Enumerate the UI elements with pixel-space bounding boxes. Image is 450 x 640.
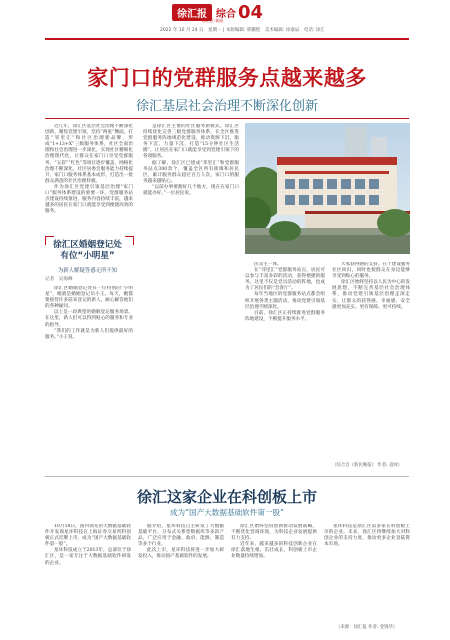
paragraph: 星环科技成立于2013年，总部位于徐汇区，是一家专注于大数据基础软件研发的企业。 [45, 548, 131, 566]
paragraph: 10月18日，国内领先的大数据基础软件开发商星环科技在上海证券交易所科创板正式挂牌上市，成为“国产大数据基础软件第一股”。 [45, 524, 131, 548]
paragraph: 大家获得感的支持。在于建设服务社区回归，同时也使群众在身边能够享受到贴心的服务。 [332, 262, 410, 280]
paragraph: 此次上市，星环科技将进一步加大研发投入，推动国产基础软件的发展。 [138, 548, 224, 560]
masthead [0, 0, 450, 42]
article-column-3 [245, 262, 325, 470]
paragraph: 是徐汇区主要的社区服务新模式。徐汇区持续优化完善三级党群服务体系，在全区推进党群服务阵地规范化建设，推动资源下沉、服务下沉、力量下沉，打造“15分钟社区生活圈”，让居民在家门口就能享受到党建引领下的各项服务。 [143, 124, 239, 160]
paragraph: 以上是一段典型的婚姻登记服务场景。在这里，新人们可以得到贴心的服务和专业的指导。 [45, 310, 133, 328]
article-column-2 [143, 124, 239, 470]
article-column-4 [332, 262, 410, 458]
paragraph: 近几年，徐汇区基层社会治理不断深化创新，聚焦党建引领，坚持“两张”侧面，打造“邻里汇”和社区治理新品牌，形成“1+13+X”三级服务体系，社区全面治理和社会治理进一步深化，实现社区精细化治理现代化，让群众在家门口享受党群服务，“五彩”“红色”等项目逐步覆盖，网格化治理不断深化，社区居委会服务能力持续提升，家门口服务体系基本成形，打造出一批群众满意的社区治理样板。 [45, 124, 133, 184]
building-photo [245, 123, 410, 254]
article-subheadline: 徐汇基层社会治理不断深化创新 [135, 99, 318, 114]
sidebar-title [45, 240, 130, 262]
headline-divider [45, 118, 409, 119]
masthead-rule [45, 38, 409, 40]
sidebar-byline: 记者 吴海峰 [45, 277, 73, 282]
sidebar-subtitle: 为新人解疑答惑无所不知 [57, 268, 118, 274]
sidebar-body [45, 286, 133, 470]
article-photo [245, 123, 410, 254]
section-name: 综合 [216, 9, 236, 20]
paper-subtitle: 徐汇区·新闻 [202, 18, 224, 23]
article-credit: （综合自《新民晚报》 作者: 袁咏） [332, 463, 403, 468]
paragraph: 徐汇区始终坚持以人民为中心的发展思想，不断完善基层社会治理体系，推动党建引领基层治理走深走实，让群众的获得感、幸福感、安全感更加充实、更有保障、更可持续。 [332, 280, 410, 310]
paragraph: 近年来，越来越多的科技创新企业在徐汇落地生根、茁壮成长，科创板上市企业数量持续增加。 [231, 542, 317, 560]
paragraph: 民众生一体。 [254, 262, 282, 267]
paragraph: 星环科技是徐汇区第多家在科创板上市的企业。未来，徐汇区将继续加大对科创企业的支持力度，推动更多企业登陆资本市场。 [324, 524, 410, 548]
paragraph: “我们的工作就是为新人们提供最好的服务。”小王说。 [45, 328, 133, 340]
sidebar-title-line: 徐汇区婚姻登记处 [53, 240, 122, 250]
paragraph: 徐汇区婚姻登记处有一位特别的“小明星”，她就是婚姻登记员小王。每天，她都要接待许多前来登记的新人，耐心解答他们的各种疑问。 [45, 286, 133, 310]
article2-headline: 徐汇这家企业在科创板上市 [136, 488, 317, 506]
paragraph: 作为徐汇区党建引领基层治理“家门口”服务体系建设的重要一环，党群服务站点建设持续推进，服务内容持续丰富，越来越多的居民在家门口就能享受到便捷高效的服务。 [45, 184, 133, 215]
article2-column-3 [231, 524, 317, 632]
paragraph: 徐汇区始终坚持创新驱动发展战略，不断优化营商环境，为科技企业发展提供有力支持。 [231, 524, 317, 542]
article-headline: 家门口的党群服务点越来越多 [87, 65, 367, 90]
article2-column-1 [45, 524, 131, 632]
paragraph: 每年当地区的党群服务站点都会组织开展各类主题活动，推动党建引领基层治理不断深化。 [245, 292, 325, 310]
article2-subheadline: 成为“国产大数据基础软件第一股” [169, 508, 285, 517]
article-divider [45, 476, 409, 477]
sidebar-title-line: 有位“小明星” [60, 251, 115, 261]
paragraph: 据了解，徐汇区已建成“邻里汇”和党群服务站点300余个，覆盖全区所有街镇和居民区，累计服务群众超过百万人次，家门口的服务越来越贴心。 [143, 160, 239, 184]
article-column-1 [45, 124, 133, 236]
article2-credit: （来源：徐汇报 作者: 金锦华） [336, 625, 398, 630]
article2-column-2 [138, 524, 224, 632]
dateline: 2022 年 10 月 24 日 星期一 | 本版编辑: 邢鹏程 美术编辑: 徐嘉辰 电话: 徐汇 [160, 28, 325, 33]
page-number: 04 [238, 2, 264, 23]
paragraph: 目前，徐汇区正持续推进党群服务阵地建设，不断提升服务水平。 [245, 310, 325, 322]
article2-column-4 [324, 524, 410, 620]
paragraph: “以前办事要跑好几个地方，现在在家门口就能办好。”一位居民说。 [143, 184, 239, 197]
paper-name: 徐汇报 [172, 4, 212, 21]
paragraph: 在“邻里汇”党群服务站点，居民可以参与丰富多彩的活动，获得便捷的服务。这里不仅是党员活动的阵地，也成为了居民们的“会客厅”。 [245, 268, 325, 292]
paragraph: 据介绍，星环科技自主研发了大数据基础平台、分布式关系型数据库等多款产品，广泛应用于金融、政府、能源、制造等多个行业。 [138, 524, 224, 548]
